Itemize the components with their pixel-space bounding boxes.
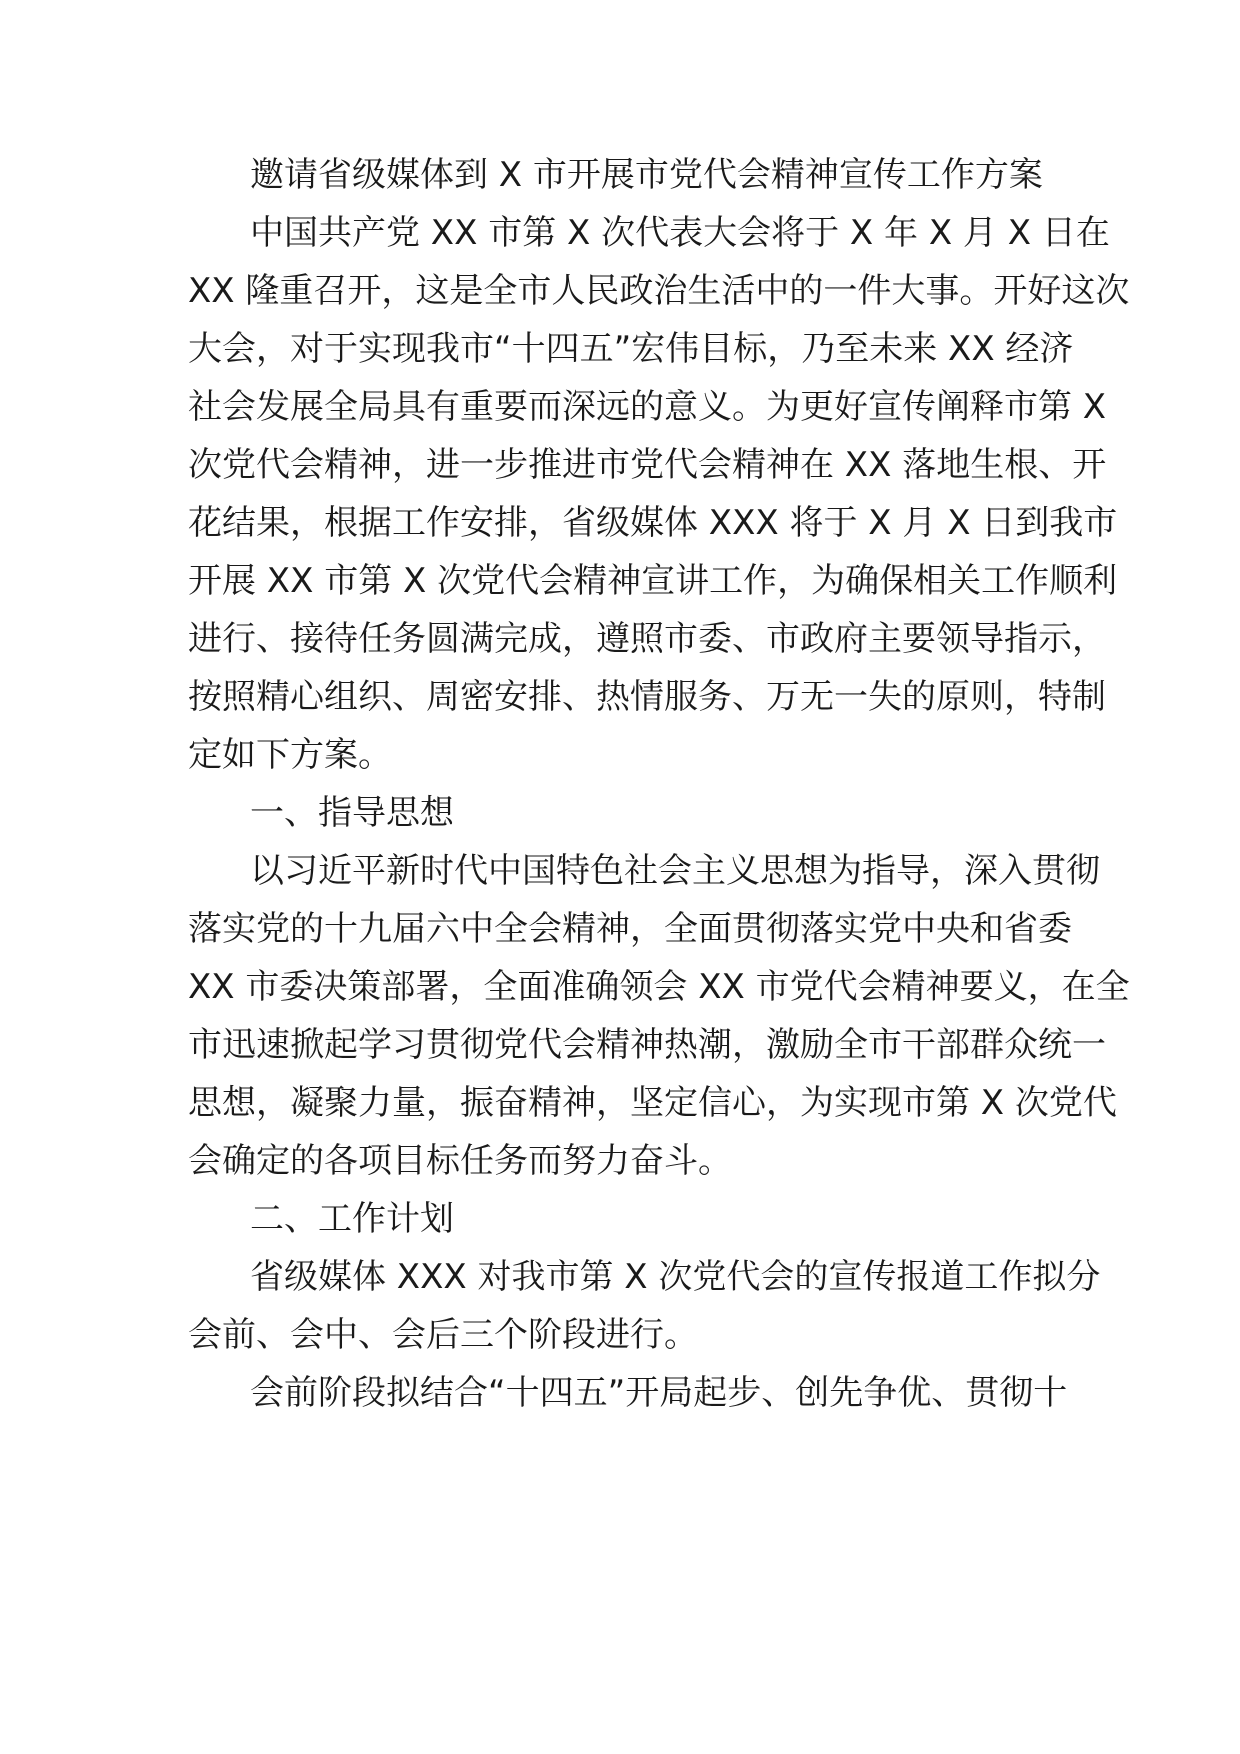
section1-line-3: XX 市委决策部署，全面准确领会 XX 市党代会精神要义，在全 xyxy=(188,967,1130,1007)
intro-line-6: 花结果，根据工作安排，省级媒体 XXX 将于 X 月 X 日到我市 xyxy=(188,503,1118,543)
section2-para1-line-2: 会前、会中、会后三个阶段进行。 xyxy=(188,1315,698,1355)
section2-para1-line-1: 省级媒体 XXX 对我市第 X 次党代会的宣传报道工作拟分 xyxy=(250,1257,1101,1297)
section1-line-1: 以习近平新时代中国特色社会主义思想为指导，深入贯彻 xyxy=(250,851,1100,891)
section1-line-2: 落实党的十九届六中全会精神，全面贯彻落实党中央和省委 xyxy=(188,909,1072,949)
intro-line-9: 按照精心组织、周密安排、热情服务、万无一失的原则，特制 xyxy=(188,677,1106,717)
intro-line-1: 中国共产党 XX 市第 X 次代表大会将于 X 年 X 月 X 日在 xyxy=(250,213,1110,253)
intro-line-7: 开展 XX 市第 X 次党代会精神宣讲工作，为确保相关工作顺利 xyxy=(188,561,1118,601)
section1-heading: 一、指导思想 xyxy=(250,793,454,833)
intro-line-5: 次党代会精神，进一步推进市党代会精神在 XX 落地生根、开 xyxy=(188,445,1107,485)
intro-line-8: 进行、接待任务圆满完成，遵照市委、市政府主要领导指示， xyxy=(188,619,1106,659)
section2-heading: 二、工作计划 xyxy=(250,1199,454,1239)
intro-line-3: 大会，对于实现我市“十四五”宏伟目标，乃至未来 XX 经济 xyxy=(188,329,1074,369)
intro-line-10: 定如下方案。 xyxy=(188,735,392,775)
section1-line-4: 市迅速掀起学习贯彻党代会精神热潮，激励全市干部群众统一 xyxy=(188,1025,1106,1065)
intro-line-4: 社会发展全局具有重要而深远的意义。为更好宣传阐释市第 X xyxy=(188,387,1107,427)
section2-para2-line-1: 会前阶段拟结合“十四五”开局起步、创先争优、贯彻十 xyxy=(250,1373,1068,1413)
section1-line-5: 思想，凝聚力量，振奋精神，坚定信心，为实现市第 X 次党代 xyxy=(188,1083,1117,1123)
section1-line-6: 会确定的各项目标任务而努力奋斗。 xyxy=(188,1141,732,1181)
intro-line-2: XX 隆重召开，这是全市人民政治生活中的一件大事。开好这次 xyxy=(188,271,1130,311)
document-title: 邀请省级媒体到 X 市开展市党代会精神宣传工作方案 xyxy=(250,155,1043,195)
